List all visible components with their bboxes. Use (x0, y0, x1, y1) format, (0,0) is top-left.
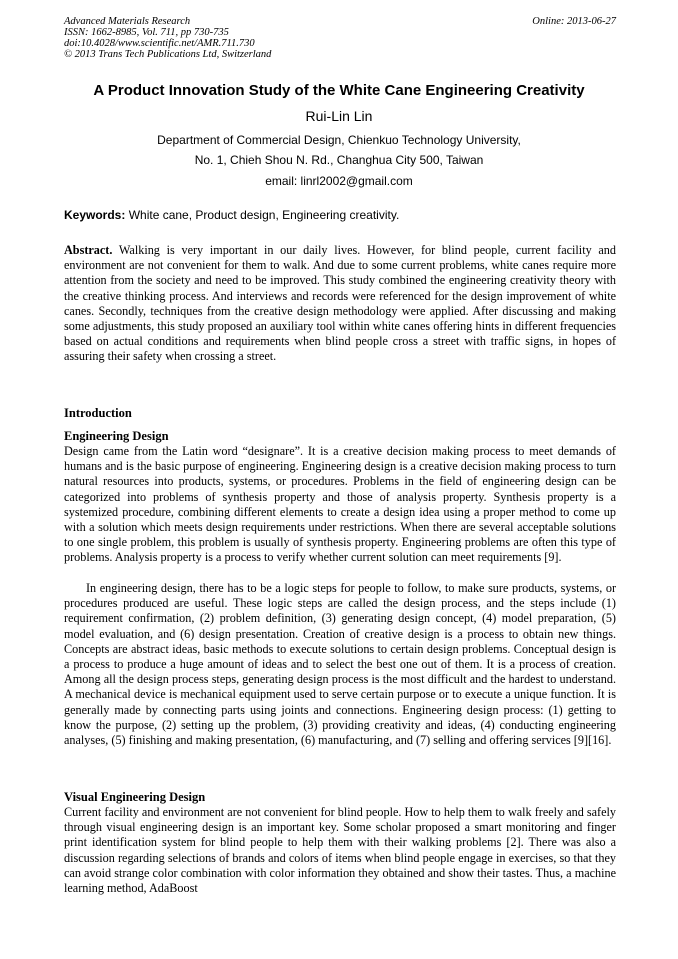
journal-issn: ISSN: 1662-8985, Vol. 711, pp 730-735 (64, 27, 229, 38)
affiliation-line-2: No. 1, Chieh Shou N. Rd., Changhua City 500, Taiwan (194, 153, 484, 167)
journal-name: Advanced Materials Research (64, 16, 191, 27)
paragraph-visual-engineering-design: Current facility and environment are not convenient for blind people. How to help them to walk freely and safely through visual engineering design is an important key. Some scholar proposed a smart monitoring and finger print identification system for blind people to help them with their walking problems [2]. There was also a discussion regarding selections of brands and colors of items when blind people engage in exercises, so that they can avoid strange color combination with color information they obtained and show their tastes. Thus, a machine learning method, AdaBoost (64, 805, 616, 896)
subsection-heading-visual-engineering-design: Visual Engineering Design (64, 790, 206, 804)
paper-title: A Product Innovation Study of the White Cane Engineering Creativity (93, 82, 585, 99)
abstract-text: Walking is very important in our daily lives. However, for blind people, current facility and environment are not convenient for them to walk. And due to some current problems, white canes require more attention from the society and need to be improved. This study combined the engineering creativity theory with the creative thinking process. And interviews and records were referenced for the design improvement of white canes. Secondly, techniques from the creative design methodology were applied. After discussing and making some adjustments, this study proposed an auxiliary tool within white canes offering hints in different frequencies based on actual conditions and requirements when blind people cross a street with traffic signs, in hopes of assuring their safety when crossing a street. (64, 243, 616, 364)
abstract (64, 243, 616, 365)
paragraph-engineering-design-1: Design came from the Latin word “designare”. It is a creative decision making process to meet demands of humans and is the basic purpose of engineering. Engineering design is a creative decision making process to turn natural resources into products, systems, or procedures. Problems in the field of engineering design can be categorized into problems of synthesis property and those of analysis property. Synthesis property is a systemized procedure, combining different elements to create a design idea using a proper method to come up with a solution which meets design requirements under restrictions. When there are several acceptable solutions to one single problem, this problem is usually of synthesis property. Engineering problems are often this type of problems. Analysis property is a process to verify whether current solution can meet requirements [9]. (64, 444, 616, 565)
keywords-text: White cane, Product design, Engineering creativity. (125, 208, 400, 222)
abstract-label: Abstract. (64, 243, 113, 257)
journal-header (64, 16, 271, 60)
paragraph-engineering-design-2: In engineering design, there has to be a logic steps for people to follow, to make sure products, systems, or procedures produced are useful. These logic steps are called the design process, and the steps include (1) requirement confirmation, (2) problem definition, (3) generating design concept, (4) model preparation, (5) model evaluation, and (6) design presentation. Creation of creative design is a process to obtain new things. Concepts are abstract ideas, basic methods to execute solutions to certain design problems. Conceptual design is a process to produce a huge amount of ideas and to select the best one out of them. It is a process of creation. Among all the design process steps, generating design process is the most difficult and the hardest to understand. A mechanical device is mechanical equipment used to serve certain purpose or to execute a unique function. It is generally made by connecting parts using joints and connections. Engineering design process: (1) getting to know the purpose, (2) setting up the problem, (3) providing creativity and ideas, (4) conducting engineering analyses, (5) finishing and making presentation, (6) manufacturing, and (7) selling and offering services [9][16]. (64, 581, 616, 748)
author-name: Rui-Lin Lin (305, 108, 373, 124)
journal-doi: doi:10.4028/www.scientific.net/AMR.711.730 (64, 38, 255, 49)
keywords (64, 208, 616, 222)
affiliation-line-1: Department of Commercial Design, Chienkuo Technology University, (157, 133, 521, 147)
online-date: Online: 2013-06-27 (532, 16, 616, 27)
author-email: email: linrl2002@gmail.com (265, 174, 413, 188)
journal-copyright: © 2013 Trans Tech Publications Ltd, Switzerland (64, 49, 272, 60)
section-heading-introduction: Introduction (64, 406, 132, 420)
subsection-heading-engineering-design: Engineering Design (64, 429, 169, 443)
keywords-label: Keywords: (64, 208, 126, 222)
